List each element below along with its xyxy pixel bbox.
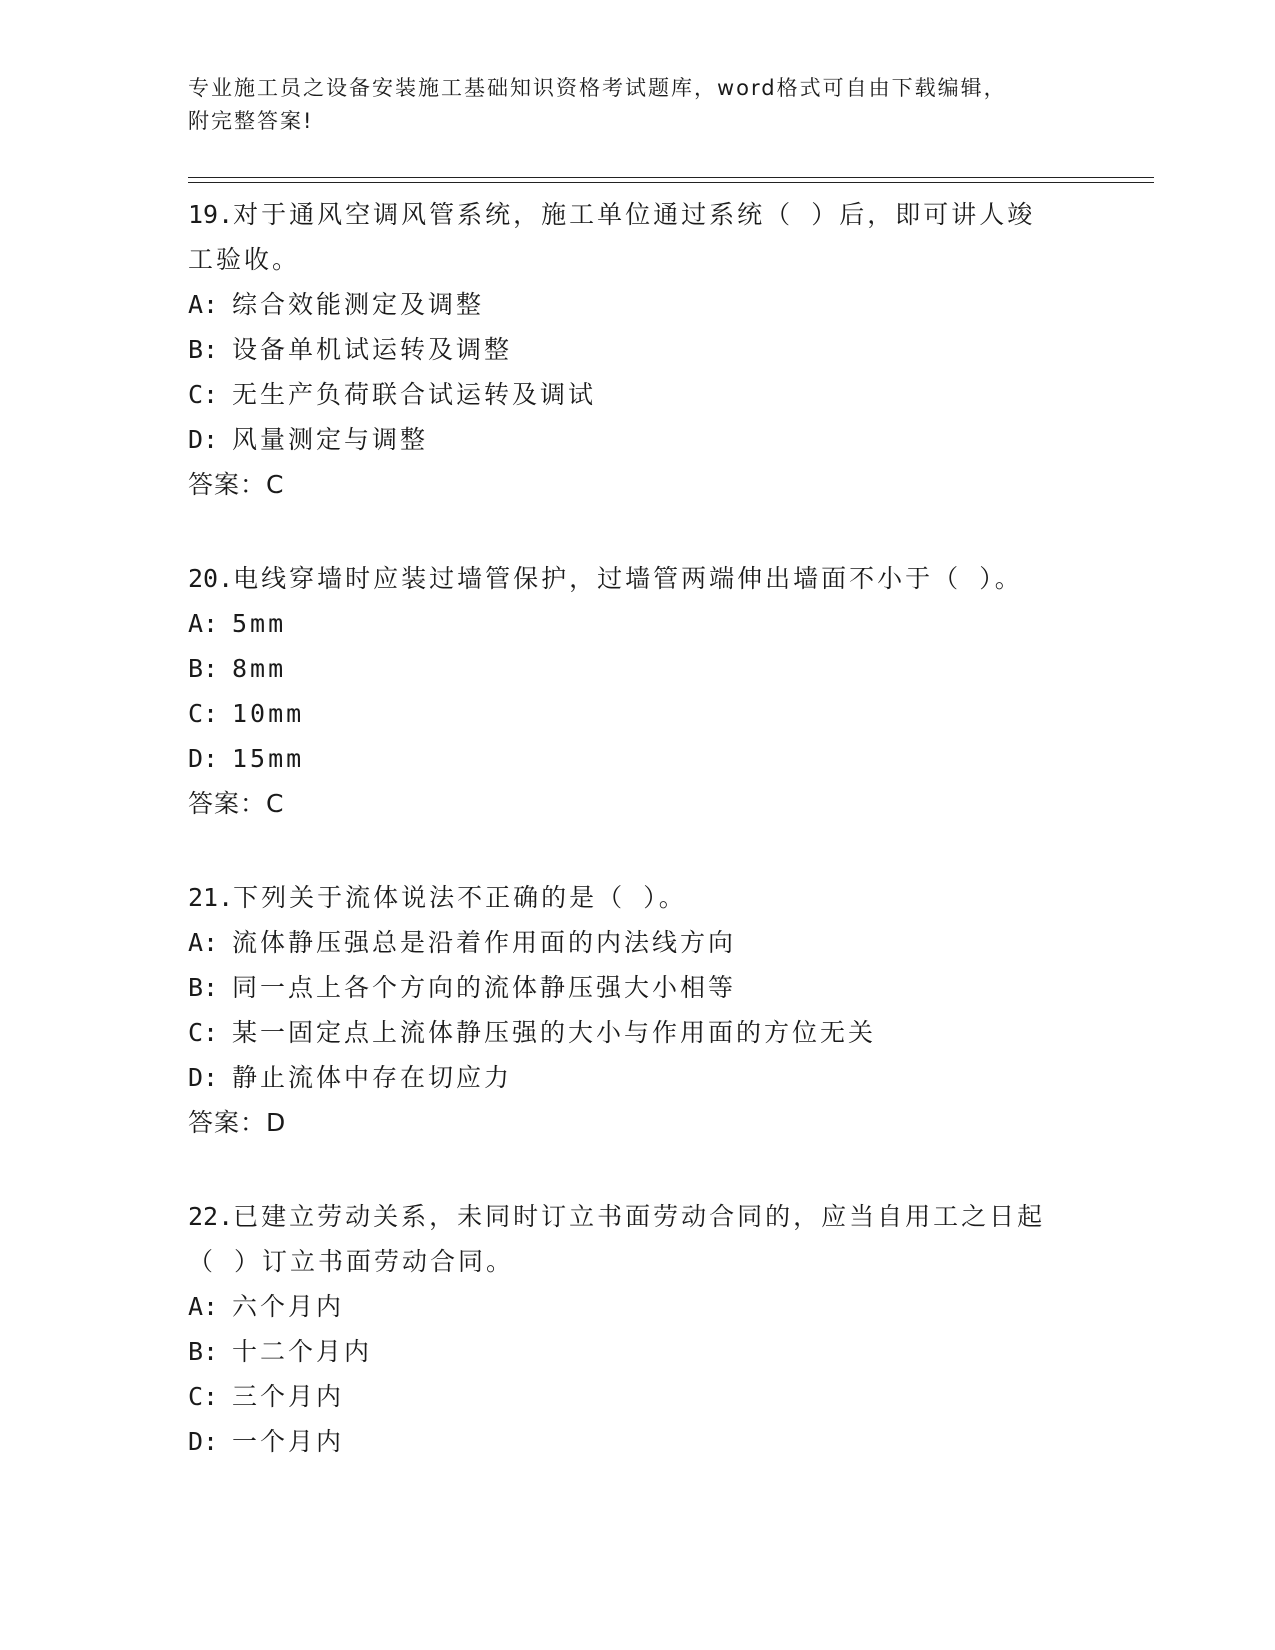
option-a [188,920,1088,965]
option-text: 无生产负荷联合试运转及调试 [232,380,597,409]
option-letter: A: [188,928,219,957]
option-b [188,327,1088,372]
answer-line: 答案：C [188,470,285,499]
option-text: 六个月内 [232,1292,345,1321]
option-a [188,282,1088,327]
option-d [188,417,1088,462]
option-letter: B: [188,335,219,364]
option-letter: D: [188,1427,219,1456]
option-text: 10mm [232,699,305,728]
option-letter: C: [188,699,219,728]
question-text: 下列关于流体说法不正确的是（ ）。 [233,883,687,912]
option-c [188,1010,1088,1055]
question-text: 已建立劳动关系，未同时订立书面劳动合同的，应当自用工之日起（ ）订立书面劳动合同。 [188,1202,1046,1276]
option-c [188,372,1088,417]
option-text: 静止流体中存在切应力 [232,1063,513,1092]
option-letter: C: [188,1382,219,1411]
question-number: 22. [188,1202,234,1231]
option-text: 风量测定与调整 [232,425,429,454]
option-a [188,1284,1088,1329]
header-line-2: 附完整答案! [188,109,314,133]
option-c [188,691,1088,736]
option-letter: A: [188,609,219,638]
option-text: 某一固定点上流体静压强的大小与作用面的方位无关 [232,1018,877,1047]
option-text: 8mm [232,654,287,683]
option-letter: A: [188,1292,219,1321]
question-number: 21. [188,883,234,912]
option-d [188,1055,1088,1100]
question-stem [188,190,1038,282]
option-letter: B: [188,654,219,683]
question-22 [188,1192,1088,1464]
option-text: 一个月内 [232,1427,345,1456]
question-list [188,190,1088,1464]
option-letter: C: [188,380,219,409]
option-d [188,736,1088,781]
option-text: 综合效能测定及调整 [232,290,485,319]
option-text: 三个月内 [232,1382,345,1411]
header-divider-top [188,177,1154,178]
option-letter: D: [188,1063,219,1092]
option-text: 设备单机试运转及调整 [232,335,513,364]
option-letter: C: [188,1018,219,1047]
header-divider-bottom [188,182,1154,183]
question-21 [188,873,1088,1145]
question-stem [188,554,1088,601]
option-text: 流体静压强总是沿着作用面的内法线方向 [232,928,737,957]
option-d [188,1419,1088,1464]
question-number: 20. [188,564,234,593]
option-text: 同一点上各个方向的流体静压强大小相等 [232,973,737,1002]
option-letter: A: [188,290,219,319]
option-b [188,1329,1088,1374]
option-text: 15mm [232,744,305,773]
option-letter: D: [188,425,219,454]
option-letter: B: [188,1337,219,1366]
question-number: 19. [188,200,234,229]
question-20 [188,554,1088,826]
option-text: 5mm [232,609,287,638]
option-c [188,1374,1088,1419]
header-line-1: 专业施工员之设备安装施工基础知识资格考试题库，word格式可自由下载编辑， [188,76,1007,100]
option-b [188,965,1088,1010]
option-text: 十二个月内 [232,1337,373,1366]
option-a [188,601,1088,646]
document-header [188,72,1068,138]
question-text: 电线穿墙时应装过墙管保护，过墙管两端伸出墙面不小于（ ）。 [233,564,1023,593]
question-text: 对于通风空调风管系统，施工单位通过系统（ ）后，即可讲人竣工验收。 [188,200,1036,274]
question-stem [188,873,1088,920]
answer-line: 答案：D [188,1108,287,1137]
option-b [188,646,1088,691]
answer-line: 答案：C [188,789,285,818]
question-19 [188,190,1088,507]
option-letter: D: [188,744,219,773]
question-stem [188,1192,1068,1284]
option-letter: B: [188,973,219,1002]
